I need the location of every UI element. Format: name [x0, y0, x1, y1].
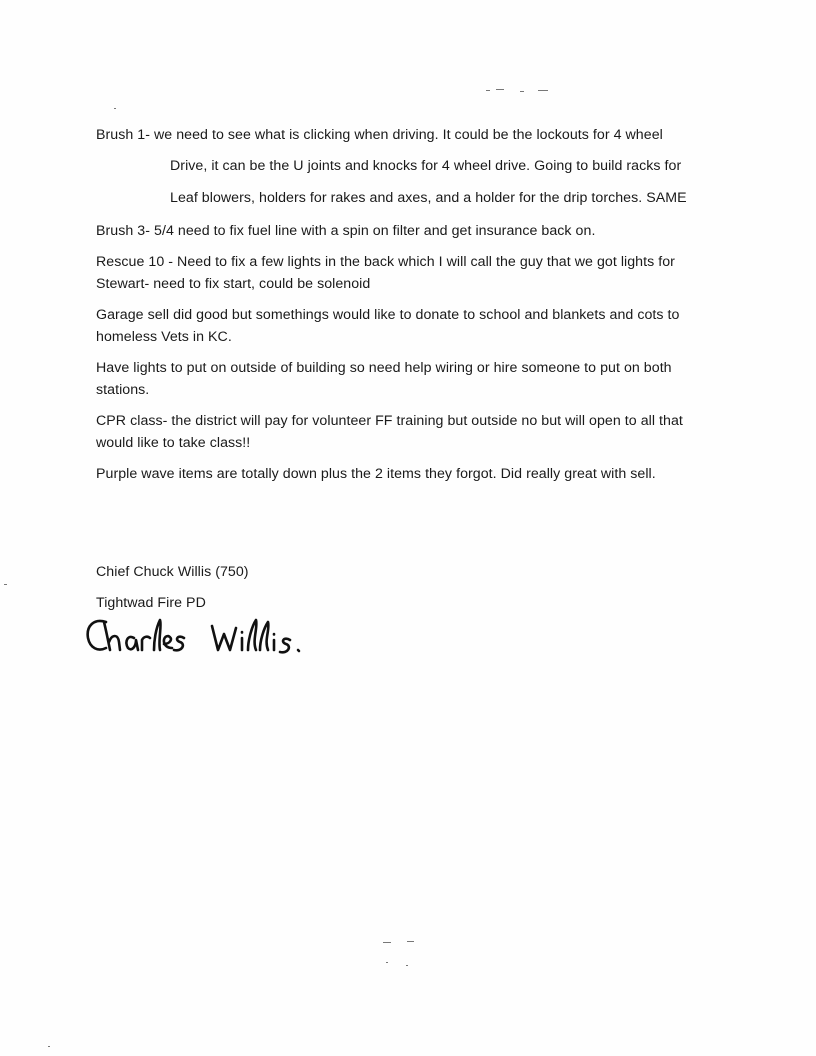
lights-line-2: stations.: [96, 382, 150, 398]
rescue10-line-1: Rescue 10 - Need to fix a few lights in the back which I will call the guy that we got lights for: [96, 254, 675, 270]
handwritten-signature: [84, 612, 324, 662]
cpr-line-2: would like to take class!!: [96, 435, 251, 451]
scan-speck: [538, 90, 548, 91]
brush1-line-2: Drive, it can be the U joints and knocks for 4 wheel drive. Going to build racks for: [170, 158, 682, 174]
brush1-line-1: Brush 1- we need to see what is clicking when driving. It could be the lockouts for 4 wheel: [96, 127, 663, 143]
scan-speck: [406, 965, 408, 966]
scan-speck: [407, 941, 414, 942]
garage-line-2: homeless Vets in KC.: [96, 329, 232, 345]
cpr-line-1: CPR class- the district will pay for volunteer FF training but outside no but will open to all that: [96, 413, 683, 429]
garage-line-1: Garage sell did good but somethings would like to donate to school and blankets and cots to: [96, 307, 680, 323]
purple-wave-line: Purple wave items are totally down plus the 2 items they forgot. Did really great with sell.: [96, 466, 656, 482]
scan-speck: [520, 91, 524, 92]
scan-speck: [383, 942, 391, 943]
scan-speck: [114, 108, 116, 109]
scan-speck: [496, 89, 504, 90]
rescue10-line-2: Stewart- need to fix start, could be solenoid: [96, 276, 371, 292]
scan-speck: [48, 1046, 50, 1047]
chief-name: Chief Chuck Willis (750): [96, 564, 249, 580]
lights-line-1: Have lights to put on outside of building so need help wiring or hire someone to put on both: [96, 360, 672, 376]
brush1-line-3: Leaf blowers, holders for rakes and axes, and a holder for the drip torches. SAME: [170, 190, 687, 206]
scan-speck: [486, 90, 490, 91]
brush3-line: Brush 3- 5/4 need to fix fuel line with a spin on filter and get insurance back on.: [96, 223, 596, 239]
scan-speck: [4, 584, 7, 585]
scan-speck: [386, 962, 388, 963]
department-name: Tightwad Fire PD: [96, 595, 206, 611]
